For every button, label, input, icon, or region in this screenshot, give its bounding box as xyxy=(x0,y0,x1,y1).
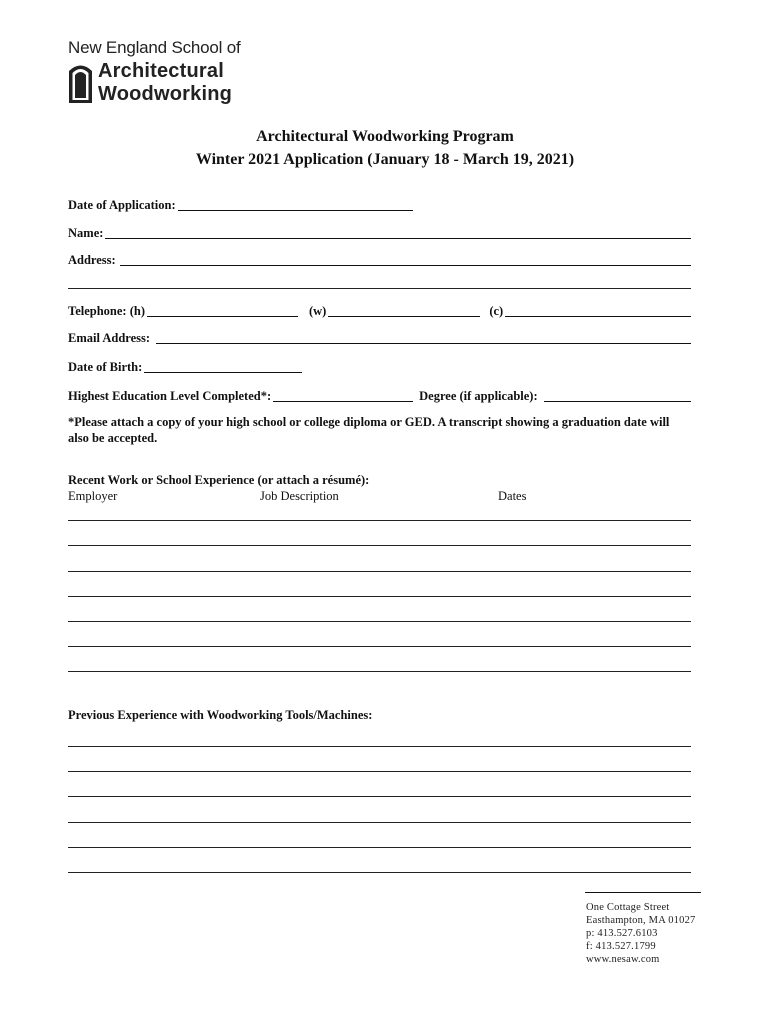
tools-line[interactable] xyxy=(68,796,691,797)
telephone-cell-label: (c) xyxy=(489,304,504,318)
address-street: One Cottage Street xyxy=(586,902,670,913)
name-field[interactable] xyxy=(105,226,691,239)
experience-line[interactable] xyxy=(68,671,691,672)
logo-school-name-line: New England School of xyxy=(68,38,241,57)
experience-line[interactable] xyxy=(68,646,691,647)
experience-col-dates: Dates xyxy=(498,489,527,503)
dob-row xyxy=(68,358,691,375)
name-row xyxy=(68,224,691,241)
email-label: Email Address: xyxy=(68,331,151,345)
date-of-application-field[interactable] xyxy=(178,198,413,211)
telephone-home-field[interactable] xyxy=(147,304,298,317)
tools-line[interactable] xyxy=(68,822,691,823)
application-title: Winter 2021 Application (January 18 - March 19, 2021) xyxy=(195,151,575,168)
tools-line[interactable] xyxy=(68,771,691,772)
date-of-application-row xyxy=(68,196,691,213)
telephone-work-field[interactable] xyxy=(328,304,480,317)
degree-label: Degree (if applicable): xyxy=(419,389,538,403)
telephone-home-label: Telephone: (h) xyxy=(68,304,145,318)
dob-label: Date of Birth: xyxy=(68,360,143,374)
experience-section-title: Recent Work or School Experience (or attach a résumé): xyxy=(68,473,370,487)
experience-line[interactable] xyxy=(68,520,691,521)
address-field-line-2[interactable] xyxy=(68,288,691,289)
program-title: Architectural Woodworking Program xyxy=(256,128,514,145)
tools-line[interactable] xyxy=(68,872,691,873)
education-label: Highest Education Level Completed*: xyxy=(68,389,272,403)
experience-col-job-description: Job Description xyxy=(260,489,339,503)
education-row xyxy=(68,387,691,404)
experience-line[interactable] xyxy=(68,621,691,622)
address-city: Easthampton, MA 01027 xyxy=(586,915,696,926)
telephone-cell-field[interactable] xyxy=(505,304,691,317)
diploma-note: *Please attach a copy of your high school or college diploma or GED. A transcript showing a graduation date will also be accepted. xyxy=(68,415,670,445)
tools-line[interactable] xyxy=(68,847,691,848)
address-row xyxy=(68,251,691,268)
telephone-row xyxy=(68,302,691,319)
email-row xyxy=(68,329,691,346)
degree-field[interactable] xyxy=(544,389,691,402)
experience-col-employer: Employer xyxy=(68,489,118,503)
tools-line[interactable] xyxy=(68,746,691,747)
telephone-work-label: (w) xyxy=(308,304,327,318)
logo-architectural: Architectural xyxy=(98,60,224,82)
address-field-line-1[interactable] xyxy=(120,253,691,266)
address-block-rule xyxy=(585,892,701,893)
education-field[interactable] xyxy=(273,389,413,402)
address-website: www.nesaw.com xyxy=(586,954,660,965)
address-phone: p: 413.527.6103 xyxy=(586,928,658,939)
logo-woodworking: Woodworking xyxy=(98,83,233,105)
experience-line[interactable] xyxy=(68,596,691,597)
experience-line[interactable] xyxy=(68,571,691,572)
date-of-application-label: Date of Application: xyxy=(68,198,176,212)
email-field[interactable] xyxy=(156,331,691,344)
tools-section-title: Previous Experience with Woodworking Tools/Machines: xyxy=(68,708,373,722)
dob-field[interactable] xyxy=(144,360,302,373)
experience-line[interactable] xyxy=(68,545,691,546)
name-label: Name: xyxy=(68,226,104,240)
address-label: Address: xyxy=(68,253,116,267)
logo-door-icon xyxy=(68,62,93,104)
address-fax: f: 413.527.1799 xyxy=(586,941,656,952)
